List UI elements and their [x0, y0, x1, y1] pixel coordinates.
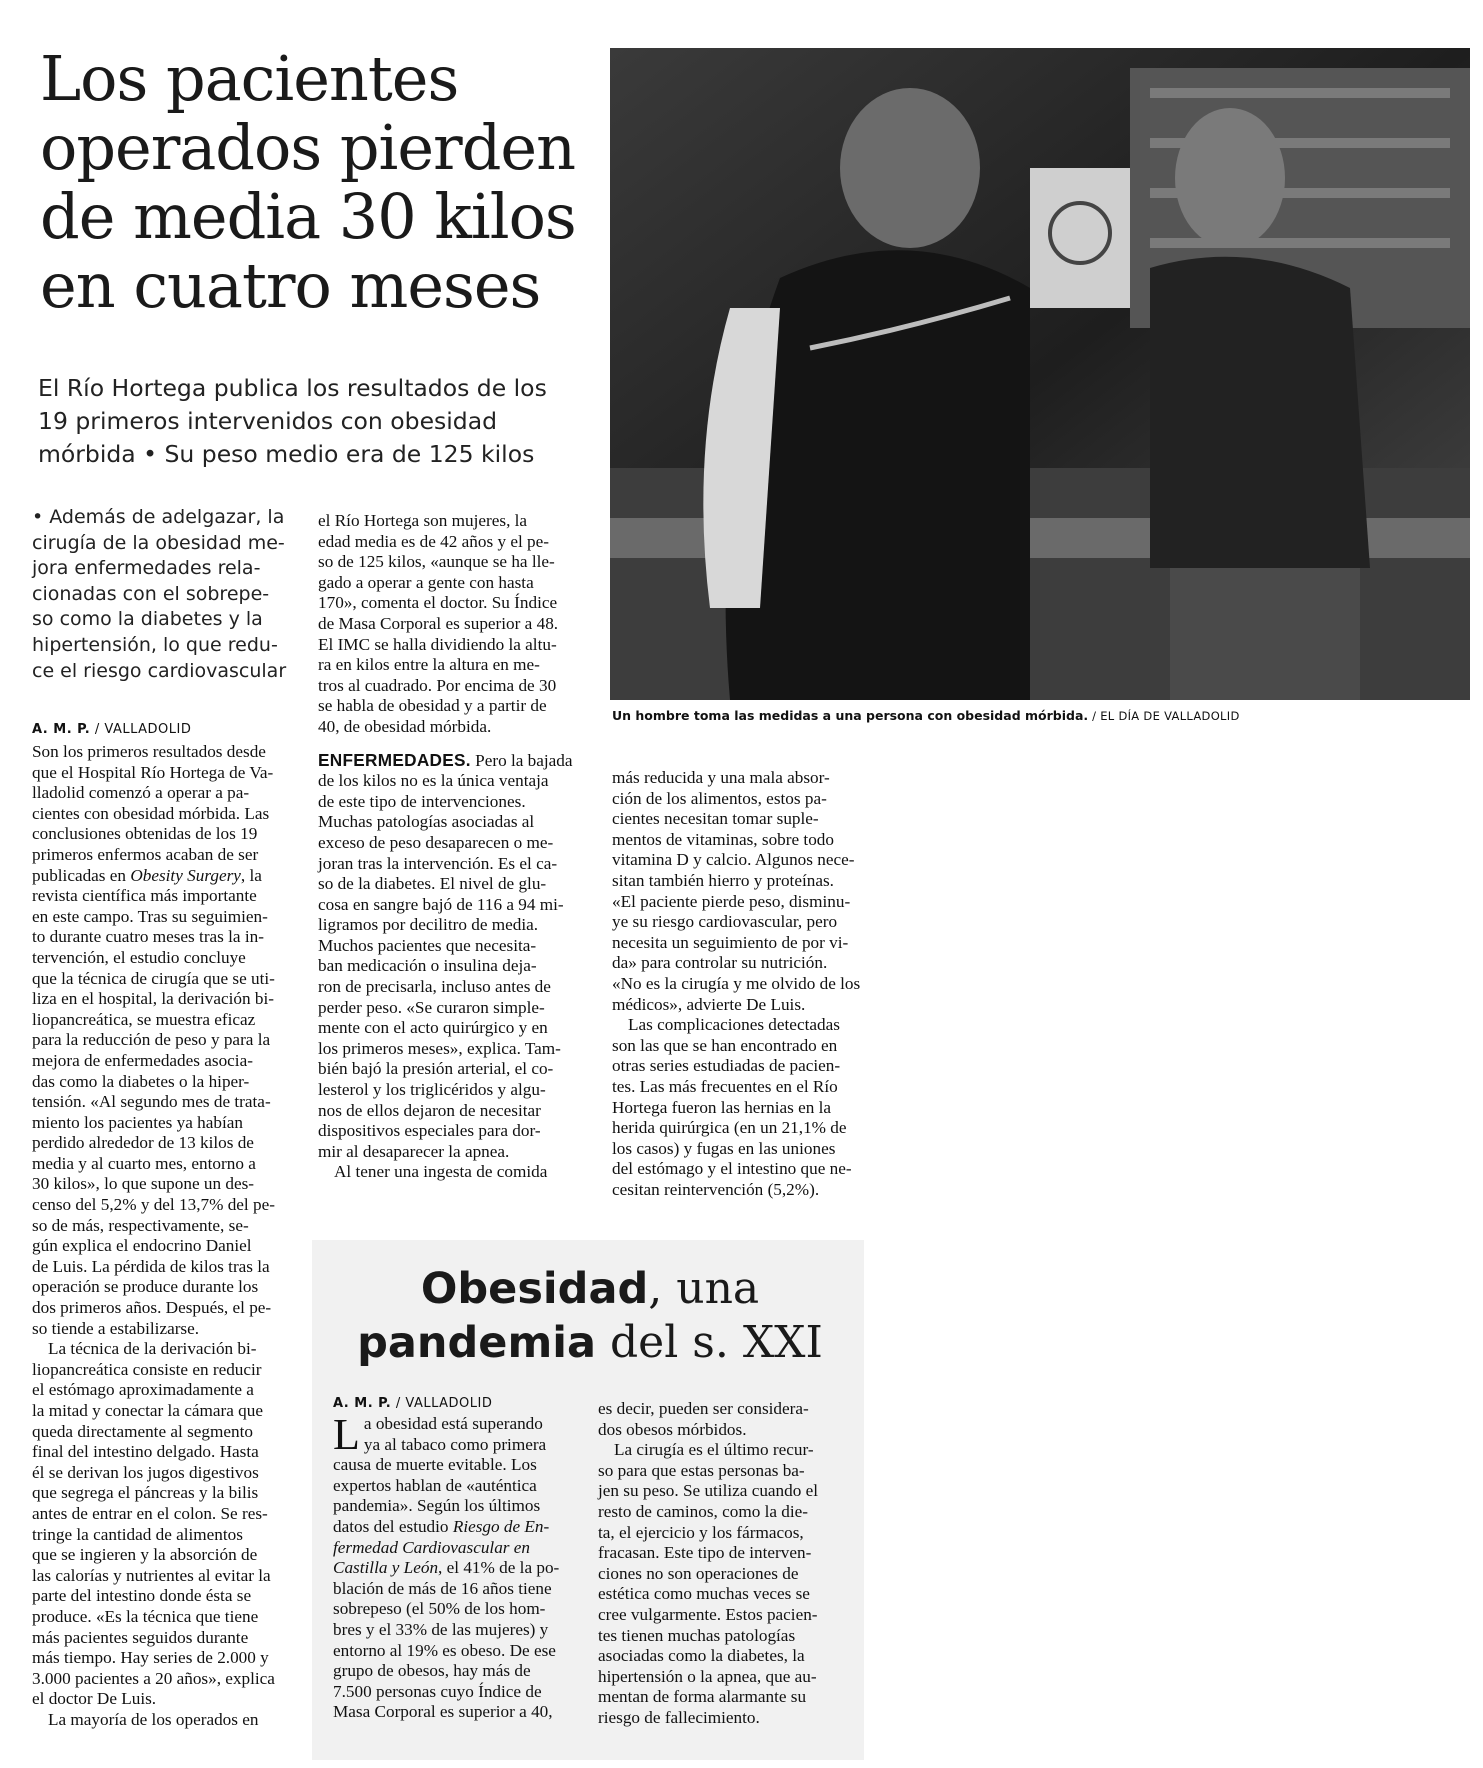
body-line: La mayoría de los operados en [48, 1709, 259, 1729]
title-bold: pandemia [357, 1318, 597, 1368]
body-line: hipertensión o la apnea, que au- [598, 1666, 817, 1686]
body-line: tes tienen muchas patologías [598, 1625, 796, 1645]
lead-line: cirugía de la obesidad me- [32, 531, 285, 554]
sidebar-title [330, 1262, 850, 1370]
journal-name: Obesity Surgery [130, 865, 241, 885]
body-line: perder peso. «Se curaron simple- [318, 997, 545, 1017]
body-line: gado a operar a gente con hasta [318, 572, 534, 592]
body-line [32, 866, 292, 887]
body-line: edad media es de 42 años y el pe- [318, 531, 549, 551]
body-line: 3.000 pacientes a 20 años», explica [32, 1668, 275, 1688]
body-line: tringe la cantidad de alimentos [32, 1524, 243, 1544]
title-bold: Obesidad [420, 1264, 649, 1314]
body-line: que segrega el páncreas y la bilis [32, 1483, 259, 1503]
sidebar-title-line [330, 1262, 850, 1316]
body-line: parte del intestino donde ésta se [32, 1586, 252, 1606]
body-line: so para que estas personas ba- [598, 1460, 805, 1480]
dropcap-paragraph [333, 1410, 578, 1459]
body-line: conclusiones obtenidas de los 19 [32, 824, 258, 844]
body-line: cientes necesitan tomar suple- [612, 809, 819, 829]
body-line: blación de más de 16 años tiene [333, 1578, 552, 1598]
body-line: dispositivos especiales para dor- [318, 1121, 541, 1141]
body-line: que se ingieren y la absorción de [32, 1545, 258, 1565]
body-line: 7.500 personas cuyo Índice de [333, 1681, 542, 1701]
headline [40, 44, 600, 320]
body-line: operación se produce durante los [32, 1277, 259, 1297]
body-line: causa de muerte evitable. Los [333, 1455, 537, 1475]
body-line: miento los pacientes ya habían [32, 1112, 243, 1132]
body-line: sitan también hierro y proteínas. [612, 870, 834, 890]
body-line: jen su peso. Se utiliza cuando el [598, 1481, 819, 1501]
body-line: das como la diabetes o la hiper- [32, 1071, 250, 1091]
body-line: pandemia». Según los últimos [333, 1496, 541, 1516]
body-line: ra en kilos entre la altura en me- [318, 655, 540, 675]
body-line: el estómago aproximadamente a [32, 1380, 254, 1400]
body-line: la mitad y conectar la cámara que [32, 1401, 263, 1420]
body-line: dos primeros años. Después, el pe- [32, 1298, 272, 1318]
body-line: so de más, respectivamente, se- [32, 1215, 249, 1235]
body-line: mejora de enfermedades asocia- [32, 1050, 253, 1070]
article-column-3 [612, 768, 880, 1200]
body-line: mentan de forma alarmante su [598, 1687, 807, 1707]
body-line: cosa en sangre bajó de 116 a 94 mi- [318, 894, 564, 914]
body-line: de los kilos no es la única ventaja [318, 771, 549, 791]
body-line: de Luis. La pérdida de kilos tras la [32, 1256, 270, 1276]
photo-illustration [610, 48, 1470, 700]
body-line: bién bajó la presión arterial, el co- [318, 1059, 554, 1079]
headline-line: en cuatro meses [40, 249, 541, 322]
body-text: datos del estudio [333, 1516, 453, 1536]
body-line: cientes con obesidad mórbida. Las [32, 803, 270, 823]
article-photo [610, 48, 1470, 700]
byline-location: / VALLADOLID [90, 722, 192, 737]
body-line: ligramos por decilitro de media. [318, 915, 539, 935]
body-line: revista científica más importante [32, 886, 257, 906]
body-line: so de la diabetes. El nivel de glu- [318, 874, 547, 894]
body-line: media y al cuarto mes, entorno a [32, 1153, 256, 1173]
body-line [318, 750, 580, 772]
body-line: tervención, el estudio concluye [32, 947, 246, 967]
article-column-1 [32, 742, 292, 1731]
body-line: es decir, pueden ser considera- [598, 1399, 809, 1418]
subheadline [38, 372, 598, 471]
body-line: ciones no son operaciones de [598, 1563, 799, 1583]
body-line: cesitan reintervención (5,2%). [612, 1179, 820, 1199]
headline-line: operados pierden [40, 111, 576, 184]
body-line: más reducida y una mala absor- [612, 768, 830, 787]
lead-line: cionadas con el sobrepe- [32, 582, 270, 605]
body-line: él se derivan los jugos digestivos [32, 1462, 259, 1482]
body-line: da» para controlar su nutrición. [612, 953, 828, 973]
byline-initials: A. M. P. [32, 722, 91, 737]
body-line: riesgo de fallecimiento. [598, 1707, 760, 1727]
body-line: son las que se han encontrado en [612, 1035, 838, 1055]
body-line: perdido alrededor de 13 kilos de [32, 1133, 254, 1153]
lead-line: jora enfermedades rela- [32, 557, 261, 580]
body-line: Muchas patologías asociadas al [318, 812, 535, 832]
body-line: produce. «Es la técnica que tiene [32, 1606, 259, 1626]
body-line: para la reducción de peso y para la [32, 1030, 271, 1050]
body-line: fracasan. Este tipo de interven- [598, 1543, 812, 1563]
body-line: «No es la cirugía y me olvido de los [612, 973, 861, 993]
body-line: ción de los alimentos, estos pa- [612, 788, 827, 808]
body-text: , el 41% de la po- [438, 1558, 560, 1578]
body-line: bres y el 33% de las mujeres) y [333, 1619, 549, 1639]
sidebar-byline [333, 1396, 492, 1411]
body-line [333, 1558, 578, 1579]
body-line: el doctor De Luis. [32, 1689, 157, 1709]
subhead-line: mórbida • Su peso medio era de 125 kilos [38, 440, 535, 468]
body-line: to durante cuatro meses tras la in- [32, 927, 264, 947]
body-line: dos obesos mórbidos. [598, 1419, 747, 1439]
body-line: que el Hospital Río Hortega de Va- [32, 762, 274, 782]
body-line: mente con el acto quirúrgico y en [318, 1018, 548, 1038]
body-line: tros al cuadrado. Por encima de 30 [318, 675, 557, 695]
body-line: resto de caminos, como la die- [598, 1501, 809, 1521]
body-line [333, 1517, 578, 1538]
body-line: otras series estudiadas de pacien- [612, 1056, 841, 1076]
subhead-line: 19 primeros intervenidos con obesidad [38, 407, 498, 435]
body-line [333, 1538, 578, 1559]
body-line: nos de ellos dejaron de necesitar [318, 1100, 541, 1120]
body-line: liopancreática, se muestra eficaz [32, 1009, 256, 1029]
body-line: ron de precisarla, incluso antes de [318, 977, 551, 997]
body-line: Hortega fueron las hernias en la [612, 1097, 832, 1117]
body-line: el Río Hortega son mujeres, la [318, 511, 528, 530]
body-line: La cirugía es el último recur- [614, 1440, 814, 1460]
body-line: exceso de peso desaparecen o me- [318, 832, 554, 852]
sidebar-column-1 [333, 1410, 578, 1723]
body-text: Pero la bajada [470, 750, 573, 770]
body-line: so de 125 kilos, «aunque se ha lle- [318, 552, 555, 572]
body-line: cree vulgarmente. Estos pacien- [598, 1604, 818, 1624]
byline-location: / VALLADOLID [391, 1396, 493, 1411]
body-line: de este tipo de intervenciones. [318, 791, 526, 811]
body-line: expertos hablan de «auténtica [333, 1475, 537, 1495]
caption-text: Un hombre toma las medidas a una persona con obesidad mórbida. [612, 708, 1089, 723]
body-line: vitamina D y calcio. Algunos nece- [612, 850, 855, 870]
body-line: El IMC se halla dividiendo la altu- [318, 634, 557, 654]
body-line: más pacientes seguidos durante [32, 1627, 249, 1647]
body-line: médicos», advierte De Luis. [612, 994, 806, 1014]
title-light: , una [648, 1263, 760, 1314]
study-name: Castilla y León [333, 1558, 439, 1578]
body-line: ban medicación o insulina deja- [318, 956, 537, 976]
body-line: estética como muchas veces se [598, 1584, 810, 1604]
body-line: tensión. «Al segundo mes de trata- [32, 1092, 271, 1112]
body-line: que la técnica de cirugía que se uti- [32, 968, 275, 988]
dropcap-letter: L [333, 1410, 360, 1459]
body-line: las calorías y nutrientes al evitar la [32, 1565, 271, 1585]
body-line: 30 kilos», lo que supone un des- [32, 1174, 254, 1194]
body-line: entorno al 19% es obeso. De ese [333, 1640, 556, 1660]
body-line: asociadas como la diabetes, la [598, 1646, 805, 1666]
body-line: los casos) y fugas en las uniones [612, 1138, 836, 1158]
body-line: antes de entrar en el colon. Se res- [32, 1503, 268, 1523]
body-text: , la [240, 865, 262, 885]
lead-line: so como la diabetes y la [32, 608, 263, 631]
headline-line: Los pacientes [40, 42, 459, 115]
body-line: queda directamente al segmento [32, 1421, 253, 1441]
lead-summary [32, 505, 292, 684]
body-line: joran tras la intervención. Es el ca- [318, 853, 558, 873]
body-line: 170», comenta el doctor. Su Índice [318, 593, 558, 613]
article-column-2 [318, 511, 580, 1183]
body-line: ya al tabaco como primera [363, 1434, 547, 1454]
body-line: ta, el ejercicio y los fármacos, [598, 1522, 804, 1542]
body-line: final del intestino delgado. Hasta [32, 1442, 259, 1462]
subhead-line: El Río Hortega publica los resultados de los [38, 374, 547, 402]
body-line: lesterol y los triglicéridos y algu- [318, 1080, 546, 1100]
body-line: La técnica de la derivación bi- [48, 1339, 257, 1359]
body-line: 40, de obesidad mórbida. [318, 716, 492, 736]
body-line: necesita un seguimiento de por vi- [612, 932, 849, 952]
body-line: de Masa Corporal es superior a 48. [318, 613, 559, 633]
article-byline [32, 722, 191, 737]
body-line: del estómago y el intestino que ne- [612, 1159, 852, 1179]
body-line: grupo de obesos, hay más de [333, 1661, 531, 1681]
study-name: fermedad Cardiovascular en [333, 1537, 530, 1557]
body-text: publicadas en [32, 865, 131, 885]
photo-credit: / EL DÍA DE VALLADOLID [1088, 709, 1240, 723]
body-line: primeros enfermos acaban de ser [32, 844, 259, 864]
lead-line: ce el riesgo cardiovascular [32, 659, 287, 682]
body-line: Masa Corporal es superior a 40, [333, 1702, 553, 1722]
body-line: se habla de obesidad y a partir de [318, 696, 547, 716]
body-line: liopancreática consiste en reducir [32, 1359, 262, 1379]
byline-initials: A. M. P. [333, 1396, 392, 1411]
study-name: Riesgo de En- [452, 1516, 550, 1536]
body-line: liza en el hospital, la derivación bi- [32, 989, 274, 1009]
body-line: más tiempo. Hay series de 2.000 y [32, 1648, 269, 1668]
body-line: Muchos pacientes que necesita- [318, 935, 537, 955]
body-line: mentos de vitaminas, sobre todo [612, 829, 834, 849]
body-line: lladolid comenzó a operar a pa- [32, 783, 250, 803]
body-line: tes. Las más frecuentes en el Río [612, 1076, 838, 1096]
body-line: sobrepeso (el 50% de los hom- [333, 1599, 546, 1619]
headline-line: de media 30 kilos [40, 180, 576, 253]
photo-caption [612, 708, 1472, 723]
body-line: herida quirúrgica (en un 21,1% de [612, 1118, 847, 1138]
lead-line: hipertensión, lo que redu- [32, 633, 278, 656]
body-line: gún explica el endocrino Daniel [32, 1236, 252, 1256]
lead-line: • Además de adelgazar, la [32, 506, 285, 528]
body-line: a obesidad está superando [363, 1414, 543, 1433]
body-line: en este campo. Tras su seguimien- [32, 906, 268, 926]
body-line: Las complicaciones detectadas [628, 1015, 840, 1035]
section-heading-enfermedades: ENFERMEDADES. [318, 749, 471, 770]
paragraph-gap [318, 738, 580, 750]
body-line: so tiende a estabilizarse. [32, 1318, 200, 1338]
title-light: del s. XXI [596, 1317, 823, 1368]
sidebar-column-2 [598, 1399, 848, 1729]
body-line: censo del 5,2% y del 13,7% del pe- [32, 1195, 275, 1215]
body-line: mir al desaparecer la apnea. [318, 1141, 510, 1161]
body-line: Al tener una ingesta de comida [334, 1162, 548, 1182]
body-line: «El paciente pierde peso, disminu- [612, 891, 851, 911]
sidebar-title-line [330, 1316, 850, 1370]
body-line: Son los primeros resultados desde [32, 742, 266, 761]
body-line: ye su riesgo cardiovascular, pero [612, 912, 838, 932]
body-line: los primeros meses», explica. Tam- [318, 1038, 561, 1058]
